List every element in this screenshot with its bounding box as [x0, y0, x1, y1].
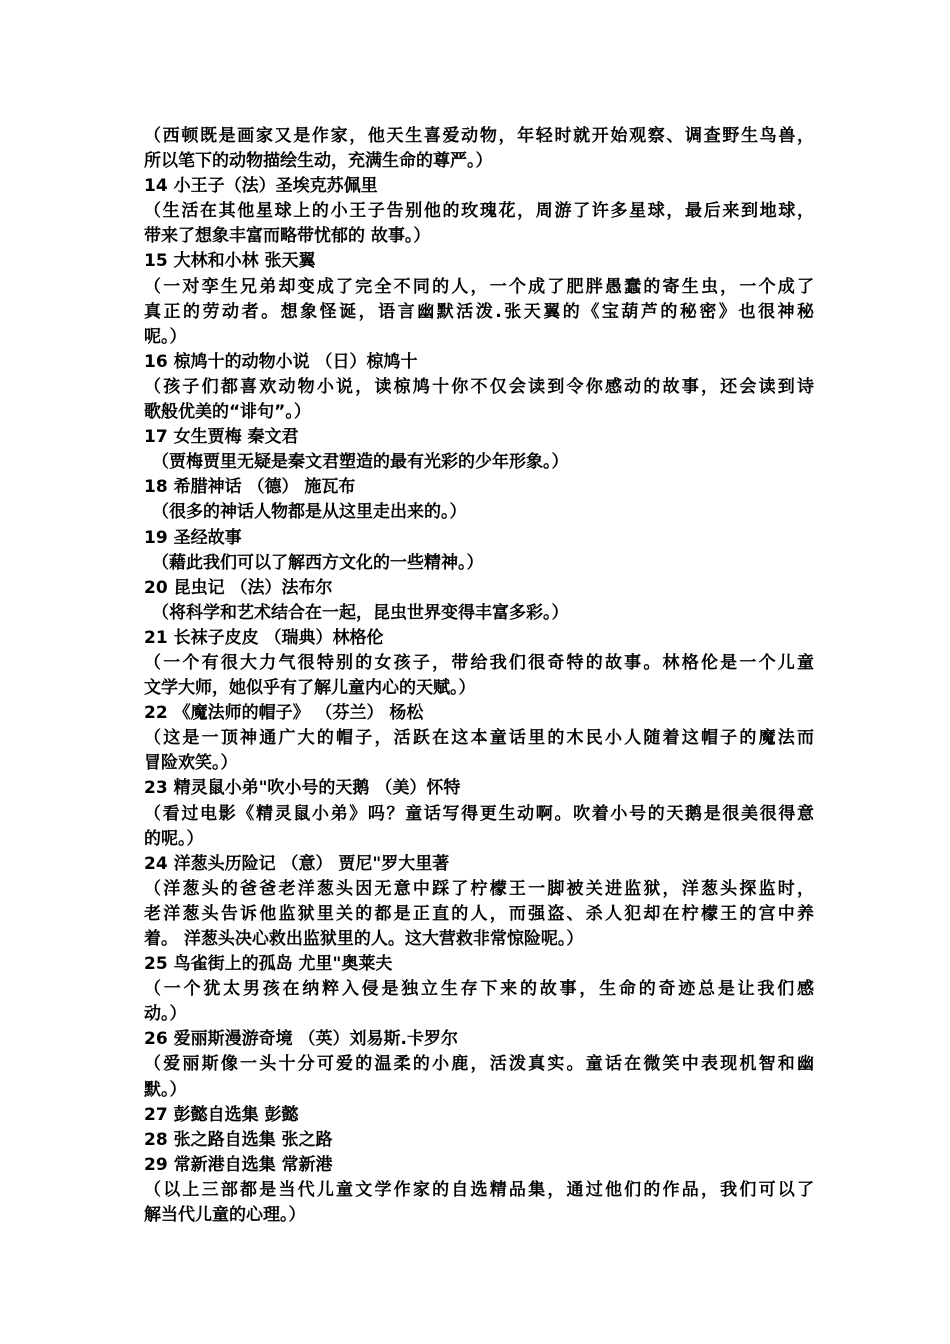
text-line: 着。 洋葱头决心救出监狱里的人。这大营救非常惊险呢。） [144, 929, 584, 949]
text-line: 14 小王子（法）圣埃克苏佩里 [144, 176, 378, 197]
text-line: 26 爱丽斯漫游奇境 （英）刘易斯.卡罗尔 [144, 1029, 458, 1050]
text-line: 29 常新港自选集 常新港 [144, 1154, 333, 1175]
document-body [144, 124, 814, 1228]
text-line: 默。） [144, 1079, 187, 1100]
text-line: 歌般优美的“诽句”。） [144, 402, 311, 423]
text-line: 17 女生贾梅 秦文君 [144, 427, 299, 448]
text-line: 带来了想象丰富而略带忧郁的 故事。） [144, 226, 431, 247]
text-line: 冒险欢笑。） [144, 753, 238, 774]
text-line: （这是一顶神通广大的帽子，活跃在这本童话里的木民小人随着这帽子的魔法而 [144, 728, 814, 749]
text-line: 老洋葱头告诉他监狱里关的都是正直的人，而强盗、杀人犯却在柠檬王的宫中养 [144, 903, 814, 924]
text-line: 动。） [144, 1004, 187, 1025]
text-line: （将科学和艺术结合在一起，昆虫世界变得丰富多彩。） [152, 602, 569, 623]
text-line: （洋葱头的爸爸老洋葱头因无意中踩了柠檬王一脚被关进监狱，洋葱头探监时， [144, 878, 814, 899]
text-line: （贾梅贾里无疑是秦文君塑造的最有光彩的少年形象。） [152, 452, 569, 473]
text-line: （以上三部都是当代儿童文学作家的自选精品集，通过他们的作品，我们可以了 [144, 1179, 814, 1200]
text-line: 文学大师，她似乎有了解儿童内心的天赋。） [144, 678, 476, 699]
text-line: 真正的劳动者。想象怪诞，语言幽默活泼.张天翼的《宝葫芦的秘密》也很神秘 [144, 301, 814, 322]
text-line: （生活在其他星球上的小王子告别他的玫瑰花，周游了许多星球，最后来到地球， [144, 201, 814, 222]
text-line: 18 希腊神话 （德） 施瓦布 [144, 477, 356, 498]
text-line: 15 大林和小林 张天翼 [144, 251, 316, 272]
text-line: 19 圣经故事 [144, 527, 242, 548]
text-line: 27 彭懿自选集 彭懿 [144, 1104, 299, 1125]
text-line: （一个犹太男孩在纳粹入侵是独立生存下来的故事，生命的奇迹总是让我们感 [144, 979, 814, 1000]
text-line: 所以笔下的动物描绘生动，充满生命的尊严。） [144, 151, 493, 172]
text-line: 25 鸟雀街上的孤岛 尤里"奥莱夫 [144, 954, 393, 975]
text-line: 解当代儿童的心理。） [144, 1205, 306, 1226]
text-line: （很多的神话人物都是从这里走出来的。） [152, 502, 467, 523]
text-line: （一对孪生兄弟却变成了完全不同的人，一个成了肥胖愚蠢的寄生虫，一个成了 [144, 276, 814, 297]
text-line: 24 洋葱头历险记 （意） 贾尼"罗大里著 [144, 853, 450, 874]
text-line: 28 张之路自选集 张之路 [144, 1129, 333, 1150]
text-line: （孩子们都喜欢动物小说，读椋鸠十你不仅会读到令你感动的故事，还会读到诗 [144, 376, 814, 397]
text-line: 22 《魔法师的帽子》 （芬兰） 杨松 [144, 703, 424, 724]
text-line: 的呢。） [144, 828, 204, 849]
text-line: 20 昆虫记 （法）法布尔 [144, 577, 333, 598]
text-line: （爱丽斯像一头十分可爱的温柔的小鹿，活泼真实。童话在微笑中表现机智和幽 [144, 1054, 814, 1075]
text-line: 21 长袜子皮皮 （瑞典）林格伦 [144, 627, 384, 648]
text-line: 23 精灵鼠小弟"吹小号的天鹅 （美）怀特 [144, 778, 461, 799]
text-line: （西顿既是画家又是作家，他天生喜爱动物，年轻时就开始观察、调查野生鸟兽， [144, 126, 814, 146]
text-line: （看过电影《精灵鼠小弟》吗？童话写得更生动啊。吹着小号的天鹅是很美很得意 [144, 803, 814, 824]
text-line: （藉此我们可以了解西方文化的一些精神。） [152, 552, 484, 573]
text-line: 呢。） [144, 326, 187, 347]
text-line: （一个有很大力气很特别的女孩子，带给我们很奇特的故事。林格伦是一个儿童 [144, 652, 814, 673]
text-line: 16 椋鸠十的动物小说 （日）椋鸠十 [144, 351, 418, 372]
